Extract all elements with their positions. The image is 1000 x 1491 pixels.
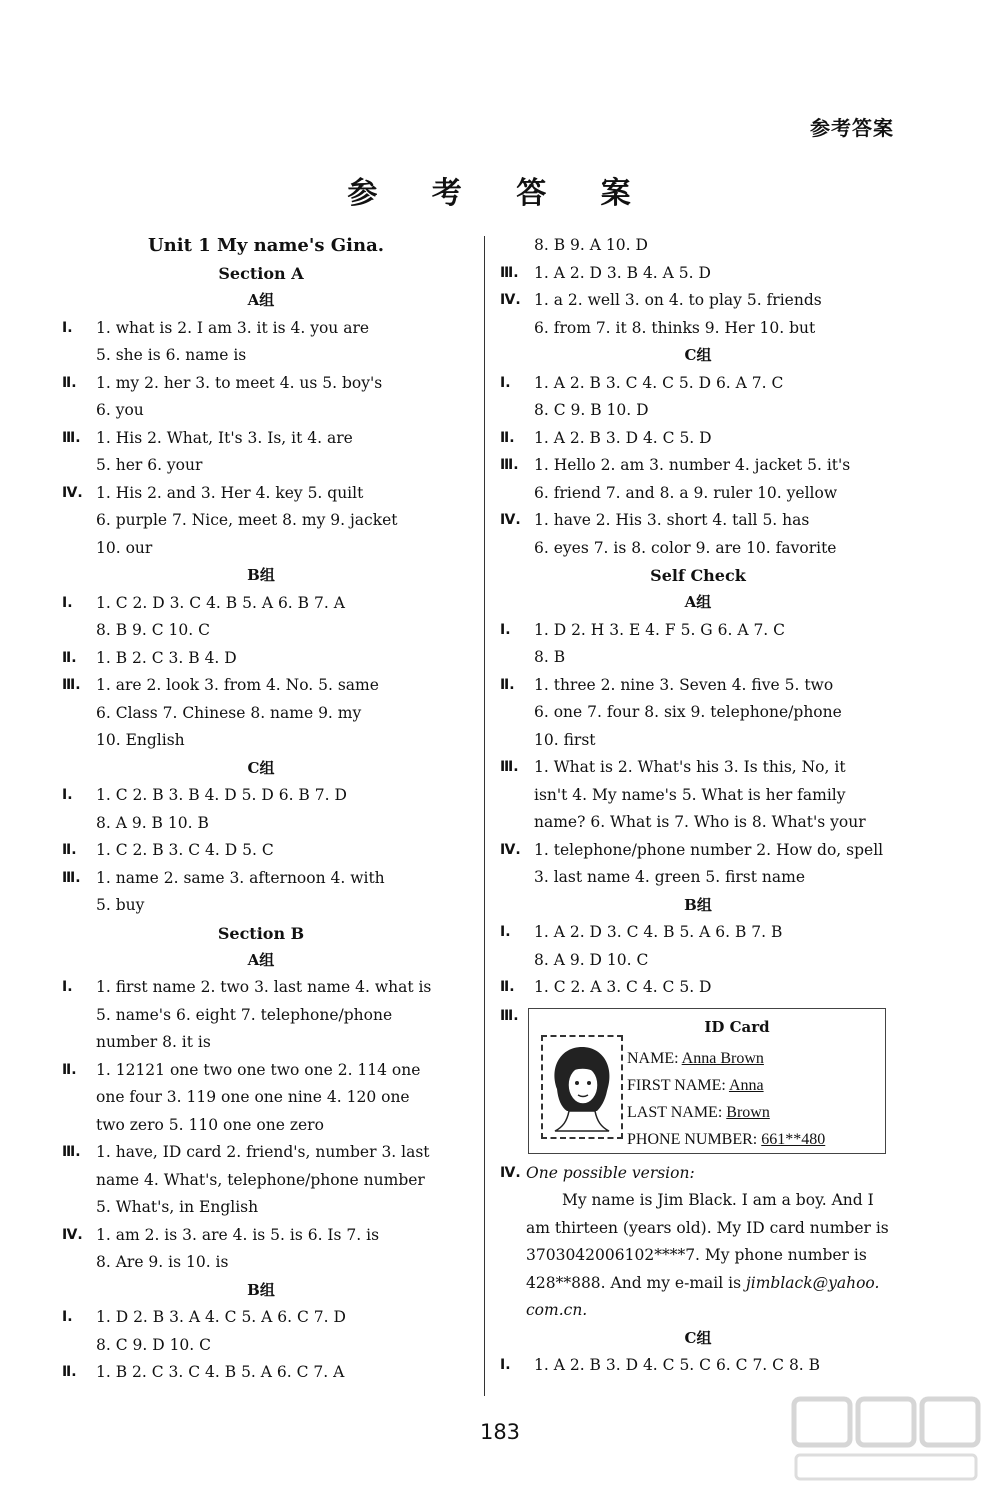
group-b-title: B组 bbox=[684, 895, 712, 914]
group-a-title: A组 bbox=[247, 950, 275, 969]
id-phone-row: PHONE NUMBER: 661**480 bbox=[627, 1130, 826, 1148]
exercise-ii: Ⅱ. 1. three 2. nine 3. Seven 4. five 5. two 6. one 7. four 8. six 9. telephone/phone 10. first bbox=[500, 675, 842, 749]
left-column bbox=[62, 232, 460, 1387]
exercise-ii: Ⅱ. 1. C 2. B 3. C 4. D 5. C bbox=[62, 841, 274, 859]
exercise-iv: Ⅳ. 1. telephone/phone number 2. How do, spell 3. last name 4. green 5. first name bbox=[500, 840, 884, 886]
exercise-i: Ⅰ. 1. D 2. B 3. A 4. C 5. A 6. C 7. D 8. C 9. D 10. C bbox=[62, 1308, 346, 1354]
running-header: 参考答案 bbox=[810, 116, 894, 140]
group-b-title: B组 bbox=[247, 566, 275, 584]
portrait-photo bbox=[541, 1035, 623, 1139]
exercise-ii: Ⅱ. 1. C 2. A 3. C 4. C 5. D bbox=[500, 978, 712, 996]
id-card-title: ID Card bbox=[704, 1017, 770, 1036]
exercise-iii: Ⅲ. 1. What is 2. What's his 3. Is this, No, it isn't 4. My name's 5. What is her family name? 6. What is 7. Who is 8. What's your bbox=[500, 758, 866, 831]
exercise-ii: Ⅱ. 1. A 2. B 3. D 4. C 5. D bbox=[500, 428, 712, 447]
section-a-title: Section A bbox=[218, 264, 304, 283]
id-card bbox=[528, 1008, 886, 1154]
right-column bbox=[500, 232, 896, 1380]
exercise-iv: Ⅳ. 1. His 2. and 3. Her 4. key 5. quilt 6. purple 7. Nice, meet 8. my 9. jacket 10. our bbox=[62, 483, 398, 557]
essay-label: One possible version: bbox=[526, 1163, 695, 1182]
unit-title: Unit 1 My name's Gina. bbox=[147, 235, 385, 256]
column-divider bbox=[484, 236, 485, 1396]
section-b-title: Section B bbox=[217, 923, 305, 943]
exercise-i: Ⅰ. 1. A 2. B 3. D 4. C 5. C 6. C 7. C 8. B bbox=[500, 1356, 821, 1374]
id-first-name-row: FIRST NAME: Anna bbox=[627, 1076, 764, 1094]
page-title: 参 考 答 案 bbox=[347, 176, 653, 211]
email-address: jimblack@yahoo. bbox=[745, 1273, 880, 1292]
id-name-row: NAME: Anna Brown bbox=[627, 1049, 764, 1067]
id-card-fields bbox=[627, 1045, 825, 1153]
self-check-title: Self Check bbox=[650, 566, 746, 585]
watermark-logo-icon bbox=[786, 1393, 986, 1485]
exercise-i: Ⅰ. 1. C 2. B 3. B 4. D 5. D 6. B 7. D 8. A 9. B 10. B bbox=[62, 786, 347, 832]
exercise-iv: Ⅳ. 1. have 2. His 3. short 4. tall 5. has 6. eyes 7. is 8. color 9. are 10. favorite bbox=[500, 511, 837, 557]
exercise-i: Ⅰ. 1. A 2. D 3. C 4. B 5. A 6. B 7. B 8. A 9. D 10. C bbox=[500, 923, 783, 969]
group-c-title: C组 bbox=[684, 346, 712, 364]
exercise-ii: Ⅱ. 1. B 2. C 3. C 4. B 5. A 6. C 7. A bbox=[62, 1363, 345, 1381]
continued-answers: 8. B 9. A 10. D bbox=[534, 236, 648, 254]
exercise-ii: Ⅱ. 1. my 2. her 3. to meet 4. us 5. boy's 6. you bbox=[62, 373, 383, 419]
group-a-title: A组 bbox=[247, 291, 275, 309]
exercise-iii: Ⅲ. 1. Hello 2. am 3. number 4. jacket 5. it's 6. friend 7. and 8. a 9. ruler 10. yellow bbox=[500, 456, 851, 502]
exercise-iii: Ⅲ. 1. name 2. same 3. afternoon 4. with 5. buy bbox=[62, 868, 385, 914]
girl-portrait-icon bbox=[543, 1037, 621, 1137]
exercise-iv: Ⅳ. 1. a 2. well 3. on 4. to play 5. friends 6. from 7. it 8. thinks 9. Her 10. but bbox=[500, 291, 822, 337]
exercise-iii: Ⅲ. 1. His 2. What, It's 3. Is, it 4. are 5. her 6. your bbox=[62, 428, 353, 474]
exercise-iii-id-card: Ⅲ. ID Card NAME: Anna Brown FIRST NAME: Anna LAST NAME: Brown PHONE NUMBER: 661**480 bbox=[500, 1008, 896, 1154]
group-c-title: C组 bbox=[684, 1328, 712, 1347]
exercise-i: Ⅰ. 1. first name 2. two 3. last name 4. what is 5. name's 6. eight 7. telephone/phone number 8. it is bbox=[62, 978, 432, 1051]
group-b-title: B组 bbox=[247, 1280, 275, 1299]
group-c-title: C组 bbox=[247, 758, 275, 777]
exercise-i: Ⅰ. 1. what is 2. I am 3. it is 4. you are 5. she is 6. name is bbox=[62, 318, 370, 364]
exercise-iv: Ⅳ. 1. am 2. is 3. are 4. is 5. is 6. Is 7. is 8. Are 9. is 10. is bbox=[62, 1225, 380, 1271]
page-number: 183 bbox=[479, 1420, 521, 1444]
exercise-i: Ⅰ. 1. D 2. H 3. E 4. F 5. G 6. A 7. C 8. B bbox=[500, 620, 786, 666]
exercise-iii: Ⅲ. 1. are 2. look 3. from 4. No. 5. same 6. Class 7. Chinese 8. name 9. my 10. English bbox=[62, 676, 379, 749]
exercise-iv-essay: Ⅳ. One possible version: bbox=[500, 1160, 896, 1188]
exercise-iii: Ⅲ. 1. A 2. D 3. B 4. A 5. D bbox=[500, 263, 711, 282]
model-essay: My name is Jim Black. I am a boy. And I am thirteen (years old). My ID card number is 3703042006102****7. My phone number is 428**888. And my e-mail is jimblack@yahoo. com.cn. bbox=[526, 1191, 889, 1319]
group-a-title: A组 bbox=[684, 593, 712, 611]
exercise-i: Ⅰ. 1. C 2. D 3. C 4. B 5. A 6. B 7. A 8. B 9. C 10. C bbox=[62, 593, 345, 639]
exercise-iii: Ⅲ. 1. have, ID card 2. friend's, number 3. last name 4. What's, telephone/phone number 5. What's, in English bbox=[62, 1143, 430, 1216]
id-last-name-row: LAST NAME: Brown bbox=[627, 1103, 770, 1121]
exercise-ii: Ⅱ. 1. B 2. C 3. B 4. D bbox=[62, 648, 237, 667]
exercise-i: Ⅰ. 1. A 2. B 3. C 4. C 5. D 6. A 7. C 8. C 9. B 10. D bbox=[500, 373, 784, 419]
exercise-ii: Ⅱ. 1. 12121 one two one two one 2. 114 one one four 3. 119 one one nine 4. 120 one two zero 5. 110 one one zero bbox=[62, 1060, 421, 1134]
